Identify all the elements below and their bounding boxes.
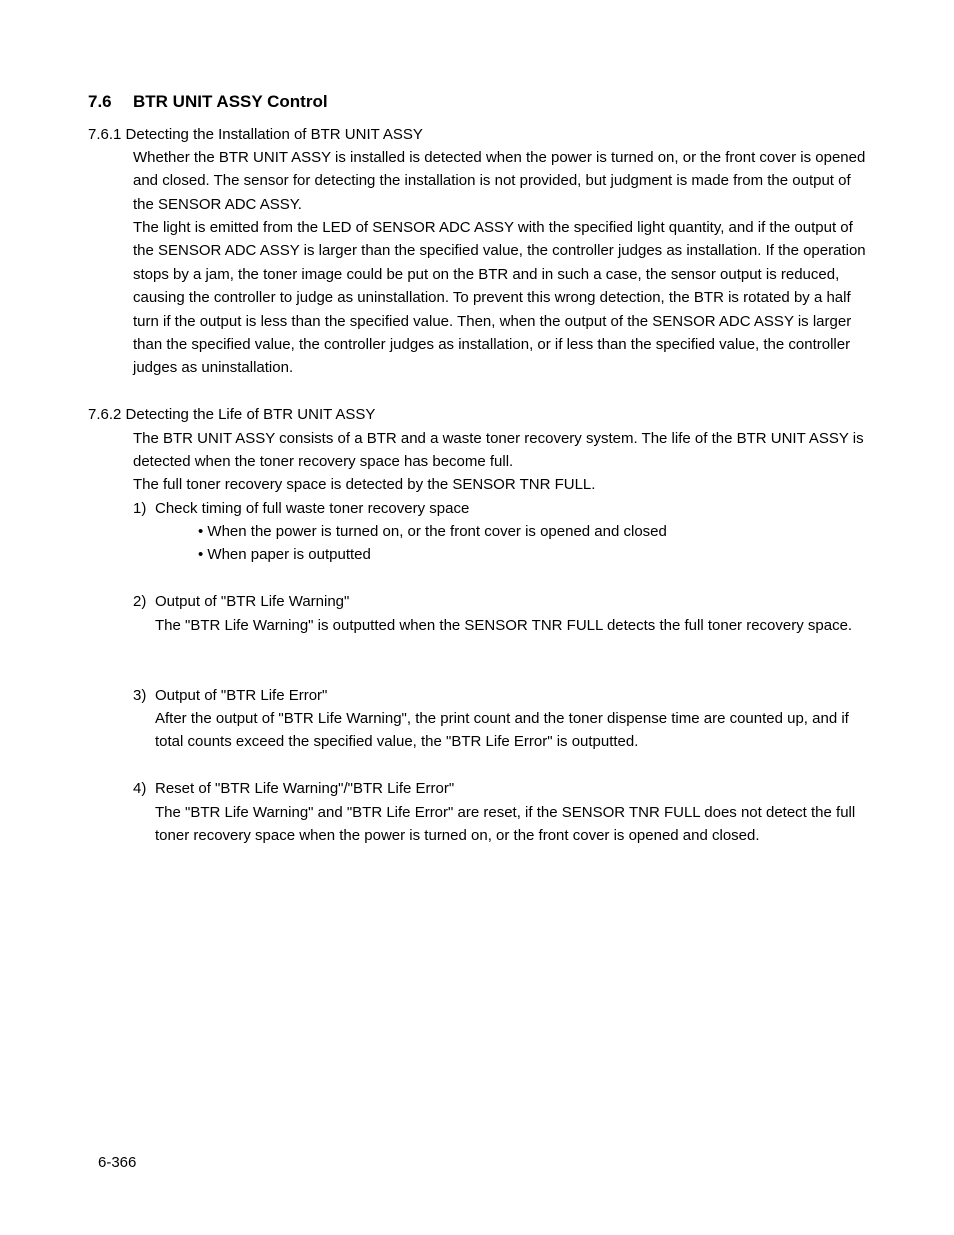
list-item-4-body: The "BTR Life Warning" and "BTR Life Error" are reset, if the SENSOR TNR FULL does not detect the full toner recovery space when the power is turned on, or the front cover is opened and closed.: [155, 804, 856, 845]
section-title-text: BTR UNIT ASSY Control: [133, 92, 328, 111]
page-number: 6-366: [98, 1154, 137, 1171]
list-item-1-heading: [133, 497, 469, 520]
list-item-number: 3): [133, 687, 147, 704]
paragraph-text: The light is emitted from the LED of SENSOR ADC ASSY with the specified light quantity, and if the output of the SENSOR ADC ASSY is larger than the specified value, the controller judges as installation. If the operation stops by a jam, the toner image could be put on the BTR and in such a case, the sensor output is reduced, causing the controller to judge as uninstallation. To prevent this wrong detection, the BTR is rotated by a half turn if the output is less than the specified value. Then, when the output of the SENSOR ADC ASSY is larger than the specified value, the controller judges as installation, or if less than the specified value, the controller judges as uninstallation.: [133, 219, 866, 377]
timing-bullet-list: [198, 520, 667, 567]
list-item-4-heading: [133, 777, 454, 800]
paragraph-text: The BTR UNIT ASSY consists of a BTR and a waste toner recovery system. The life of the BTR UNIT ASSY is detected when the toner recovery space has become full.: [133, 430, 864, 471]
list-item-title: Reset of "BTR Life Warning"/"BTR Life Error": [155, 780, 455, 797]
life-paragraph-1: [133, 427, 868, 474]
list-item-title: Output of "BTR Life Error": [155, 687, 328, 704]
list-item-title: Check timing of full waste toner recovery space: [155, 500, 470, 517]
list-item-title: Output of "BTR Life Warning": [155, 593, 350, 610]
section-number: 7.6: [88, 92, 112, 111]
list-item-2-heading: [133, 590, 349, 613]
list-item-number: 1): [133, 500, 147, 517]
bullet-item: • When paper is outputted: [198, 546, 371, 564]
list-item-number: 2): [133, 593, 147, 610]
installation-paragraph-2: [133, 216, 868, 380]
list-item-2-body: The "BTR Life Warning" is outputted when the SENSOR TNR FULL detects the full toner recovery space.: [155, 617, 853, 634]
installation-paragraph-1: [133, 146, 868, 216]
subsection-heading-life: 7.6.2 Detecting the Life of BTR UNIT ASSY: [88, 406, 376, 423]
paragraph-text: The full toner recovery space is detected by the SENSOR TNR FULL.: [133, 476, 596, 493]
section-title: [88, 90, 328, 114]
subsection-heading-installation: 7.6.1 Detecting the Installation of BTR UNIT ASSY: [88, 126, 423, 143]
life-paragraph-2: [133, 473, 868, 496]
list-item-3-heading: [133, 684, 327, 707]
paragraph-text: Whether the BTR UNIT ASSY is installed is detected when the power is turned on, or the front cover is opened and closed. The sensor for detecting the installation is not provided, but judgment is made from the output of the SENSOR ADC ASSY.: [133, 149, 866, 213]
bullet-item: • When the power is turned on, or the front cover is opened and closed: [198, 523, 667, 540]
list-item-number: 4): [133, 780, 147, 797]
list-item-3-body: After the output of "BTR Life Warning", the print count and the toner dispense time are counted up, and if total counts exceed the specified value, the "BTR Life Error" is outputted.: [155, 710, 849, 751]
